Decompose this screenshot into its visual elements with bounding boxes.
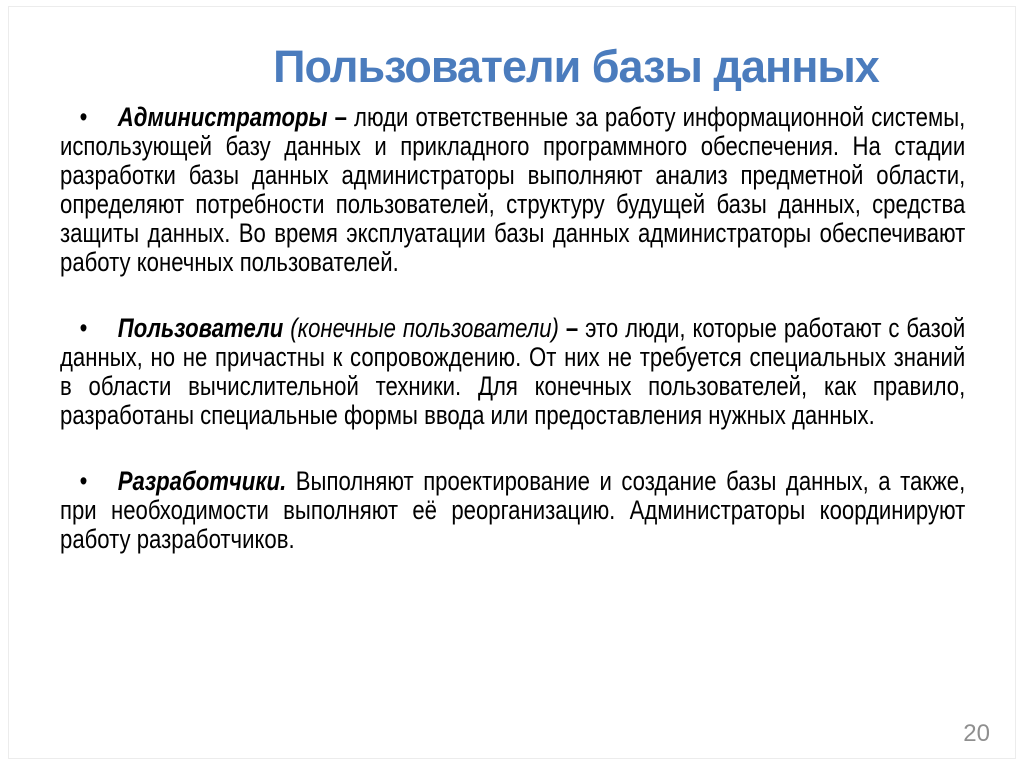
slide-title: Пользователи базы данных — [273, 41, 879, 92]
page-number: 20 — [963, 720, 990, 747]
bullet-term: Администраторы — [117, 102, 328, 132]
bullet-marker: • — [79, 313, 88, 343]
bullet-dash: – — [334, 102, 347, 132]
bullet-marker: • — [79, 466, 88, 496]
bullet-item-developers — [60, 467, 965, 554]
bullet-marker: • — [79, 102, 88, 132]
bullet-item-administrators — [60, 103, 965, 277]
bullet-term: Разработчики. — [117, 466, 287, 496]
slide-body — [60, 103, 965, 591]
bullet-text: Выполняют проектирование и создание базы данных, а также, при необходимости выполняют её реорганизацию. Администраторы координируют работу разработчиков. — [60, 466, 966, 554]
bullet-text: люди ответственные за работу информационной системы, использующей базу данных и прикладного программного обеспечения. На стадии разработки базы данных администраторы выполняют анализ предметной области, определяют потребности пользователей, структуру будущей базы данных, средства защиты данных. Во время эксплуатации базы данных администраторы обеспечивают работу конечных пользователей. — [60, 102, 966, 277]
bullet-term-parenthetical: (конечные пользователи) — [290, 313, 559, 343]
bullet-dash: – — [565, 313, 579, 343]
bullet-term: Пользователи — [117, 313, 284, 343]
bullet-item-users — [60, 314, 965, 430]
bullet-text: это люди, которые работают с базой данных, но не причастны к сопровождению. От них не требуется специальных знаний в области вычислительной техники. Для конечных пользователей, как правило, разработаны специальные формы ввода или предоставления нужных данных. — [60, 313, 966, 430]
